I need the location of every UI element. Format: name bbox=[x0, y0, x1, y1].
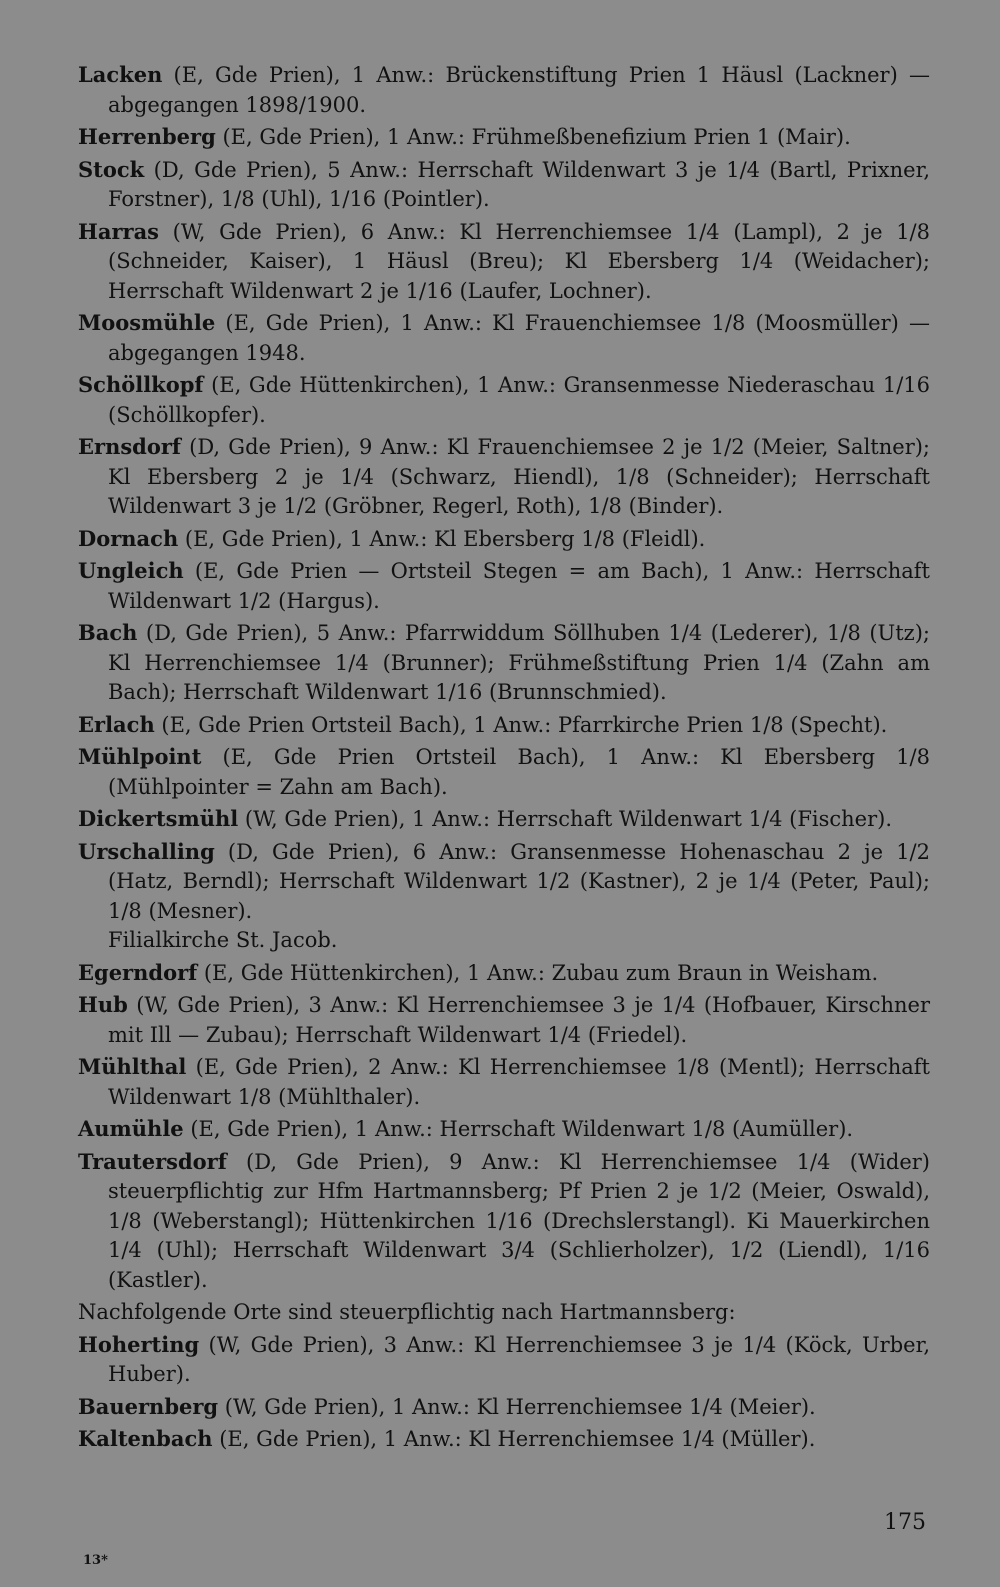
entry-text: (E, Gde Prien), 1 Anw.: Frühmeßbenefizium Prien 1 (Mair). bbox=[215, 125, 851, 149]
entry-text: (W, Gde Prien), 1 Anw.: Herrschaft Wildenwart 1/4 (Fischer). bbox=[238, 807, 893, 831]
entry bbox=[78, 155, 930, 215]
entry bbox=[78, 370, 930, 430]
entry bbox=[78, 710, 930, 741]
entry-text: (E, Gde Prien), 1 Anw.: Kl Frauenchiemsee 1/8 (Moosmüller) — abgegangen 1948. bbox=[108, 311, 930, 365]
place-name: Trautersdorf bbox=[78, 1148, 227, 1174]
entry bbox=[78, 60, 930, 120]
entry bbox=[78, 1392, 930, 1423]
entry-text: (E, Gde Prien Ortsteil Bach), 1 Anw.: Pfarrkirche Prien 1/8 (Specht). bbox=[154, 712, 888, 737]
place-name: Dornach bbox=[78, 525, 179, 551]
entry-text: (E, Gde Prien), 1 Anw.: Kl Herrenchiemsee 1/4 (Müller). bbox=[212, 1427, 816, 1451]
place-name: Lacken bbox=[78, 62, 163, 87]
entry-text: (D, Gde Prien), 9 Anw.: Kl Herrenchiemsee 1/4 (Wider) steuerpflichtig zur Hfm Hartmannsberg; Pf Prien 2 je 1/2 (Meier, Oswald), 1/8 (Weberstangl); Hüttenkirchen 1/16 (Drechslerstangl). Ki Mauerkirchen 1/4 (Uhl); Herrschaft Wildenwart 3/4 (Schlierholzer), 1/2 (Liendl), 1/16 (Kastler). bbox=[108, 1149, 930, 1292]
entry-text: (E, Gde Prien — Ortsteil Stegen = am Bach), 1 Anw.: Herrschaft Wildenwart 1/2 (Hargus). bbox=[108, 559, 930, 613]
entry bbox=[78, 1147, 930, 1296]
entry bbox=[78, 1424, 930, 1455]
entry-text: Nachfolgende Orte sind steuerpflichtig nach Hartmannsberg: bbox=[78, 1300, 736, 1324]
entry bbox=[78, 122, 930, 153]
place-name: Ungleich bbox=[78, 558, 184, 583]
place-name: Hub bbox=[78, 992, 128, 1017]
entry-text: (D, Gde Prien), 5 Anw.: Herrschaft Wildenwart 3 je 1/4 (Bartl, Prixner, Forstner), 1/8 (Uhl), 1/16 (Pointler). bbox=[108, 157, 930, 211]
entry bbox=[78, 804, 930, 835]
place-name: Hoherting bbox=[78, 1331, 200, 1357]
place-name: Stock bbox=[78, 156, 145, 182]
page-number: 175 bbox=[884, 1510, 926, 1535]
entry-text: (W, Gde Prien), 6 Anw.: Kl Herrenchiemsee 1/4 (Lampl), 2 je 1/8 (Schneider, Kaiser), 1 Häusl (Breu); Kl Ebersberg 1/4 (Weidacher); Herrschaft Wildenwart 2 je 1/16 (Laufer, Lochner). bbox=[108, 219, 930, 303]
entry-text: (D, Gde Prien), 9 Anw.: Kl Frauenchiemsee 2 je 1/2 (Meier, Saltner); Kl Ebersberg 2 je 1/4 (Schwarz, Hiendl), 1/8 (Schneider); Herrschaft Wildenwart 3 je 1/2 (Gröbner, Regerl, Roth), 1/8 (Binder). bbox=[108, 435, 930, 518]
place-name: Bauernberg bbox=[78, 1393, 219, 1419]
entry-text: (D, Gde Prien), 6 Anw.: Gransenmesse Hohenaschau 2 je 1/2 (Hatz, Berndl); Herrschaft Wildenwart 1/2 (Kastner), 2 je 1/4 (Peter, Paul); 1/8 (Mesner). bbox=[108, 839, 930, 923]
entry bbox=[78, 217, 930, 307]
entry bbox=[78, 432, 930, 522]
place-name: Urschalling bbox=[78, 838, 215, 864]
entry bbox=[78, 618, 930, 708]
place-name: Mühlthal bbox=[78, 1054, 187, 1079]
entry-text: (W, Gde Prien), 3 Anw.: Kl Herrenchiemsee 3 je 1/4 (Köck, Urber, Huber). bbox=[108, 1332, 930, 1386]
place-name: Ernsdorf bbox=[78, 434, 181, 459]
place-name: Aumühle bbox=[78, 1116, 184, 1141]
entry-text: (E, Gde Prien), 1 Anw.: Kl Ebersberg 1/8 (Fleidl). bbox=[178, 526, 706, 551]
place-name: Mühlpoint bbox=[78, 744, 202, 769]
entry bbox=[78, 1052, 930, 1112]
entry-text: (W, Gde Prien), 1 Anw.: Kl Herrenchiemsee 1/4 (Meier). bbox=[218, 1394, 816, 1419]
entry bbox=[78, 958, 930, 989]
entry bbox=[78, 837, 930, 956]
entry bbox=[78, 990, 930, 1050]
entry bbox=[78, 524, 930, 555]
entry-text: (W, Gde Prien), 3 Anw.: Kl Herrenchiemsee 3 je 1/4 (Hofbauer, Kirschner mit Ill — Zubau); Herrschaft Wildenwart 1/4 (Friedel). bbox=[108, 993, 930, 1047]
entry-text: (D, Gde Prien), 5 Anw.: Pfarrwiddum Söllhuben 1/4 (Lederer), 1/8 (Utz); Kl Herrenchiemsee 1/4 (Brunner); Frühmeßstiftung Prien 1/4 (Zahn am Bach); Herrschaft Wildenwart 1/16 (Brunnschmied). bbox=[108, 621, 930, 704]
entry-text: (E, Gde Hüttenkirchen), 1 Anw.: Gransenmesse Niederaschau 1/16 (Schöllkopfer). bbox=[108, 373, 930, 427]
place-name: Erlach bbox=[78, 711, 155, 737]
entry bbox=[78, 1114, 930, 1145]
entry bbox=[78, 742, 930, 802]
place-name: Harras bbox=[78, 218, 160, 244]
place-name: Moosmühle bbox=[78, 310, 216, 335]
entry-text: (E, Gde Prien Ortsteil Bach), 1 Anw.: Kl Ebersberg 1/8 (Mühlpointer = Zahn am Bach). bbox=[108, 745, 930, 799]
entry-list bbox=[78, 60, 930, 1457]
signature-mark: 13* bbox=[83, 1553, 108, 1568]
section-note bbox=[78, 1297, 930, 1328]
entry-text: (E, Gde Hüttenkirchen), 1 Anw.: Zubau zum Braun in Weisham. bbox=[197, 960, 879, 985]
place-name: Bach bbox=[78, 620, 138, 645]
entry bbox=[78, 1330, 930, 1390]
place-name: Egerndorf bbox=[78, 959, 198, 985]
place-name: Kaltenbach bbox=[78, 1426, 213, 1451]
place-name: Herrenberg bbox=[78, 124, 216, 149]
entry bbox=[78, 308, 930, 368]
place-name: Dickertsmühl bbox=[78, 806, 239, 831]
entry bbox=[78, 556, 930, 616]
entry-text: (E, Gde Prien), 2 Anw.: Kl Herrenchiemsee 1/8 (Mentl); Herrschaft Wildenwart 1/8 (Mühlthaler). bbox=[108, 1055, 930, 1109]
entry-text: (E, Gde Prien), 1 Anw.: Herrschaft Wildenwart 1/8 (Aumüller). bbox=[183, 1117, 854, 1141]
place-name: Schöllkopf bbox=[78, 372, 204, 397]
entry-note: Filialkirche St. Jacob. bbox=[108, 928, 338, 952]
entry-text: (E, Gde Prien), 1 Anw.: Brückenstiftung Prien 1 Häusl (Lackner) — abgegangen 1898/1900. bbox=[108, 63, 930, 117]
